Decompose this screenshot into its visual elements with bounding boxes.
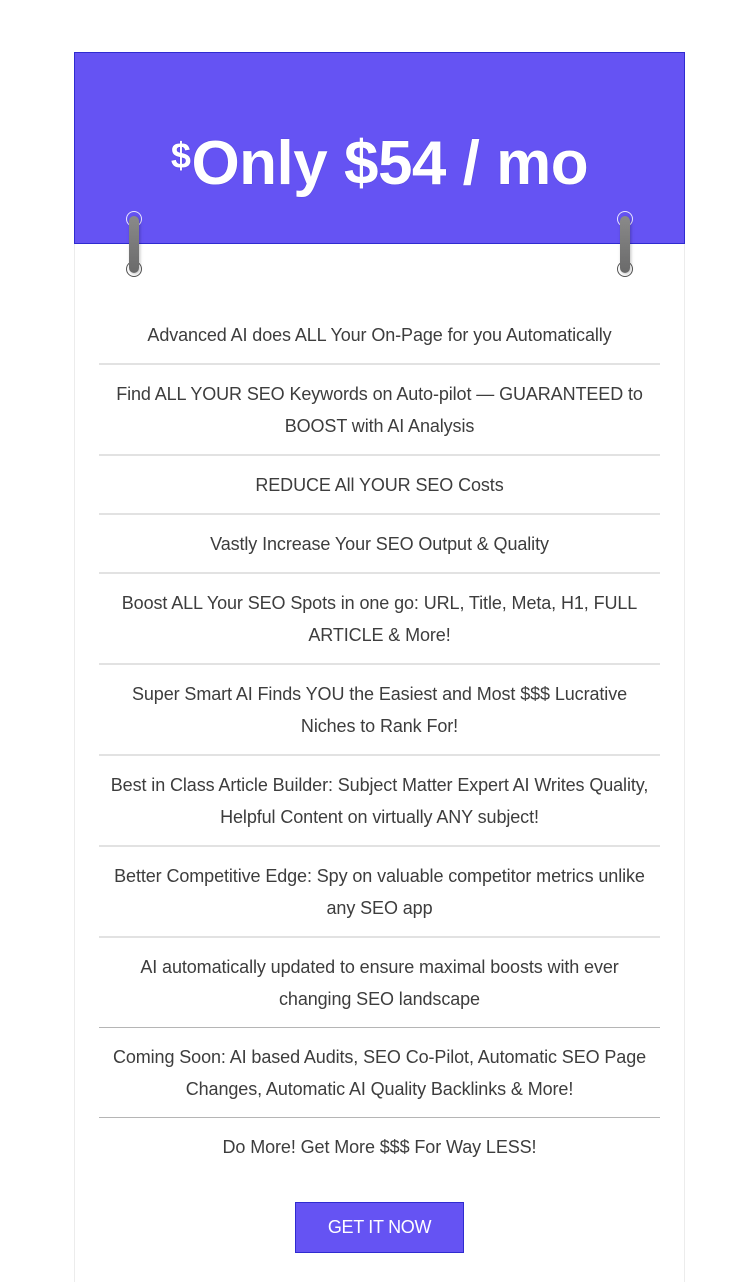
feature-list	[99, 306, 660, 1175]
feature-item: Super Smart AI Finds YOU the Easiest and Most $$$ Lucrative Niches to Rank For!	[99, 665, 660, 756]
get-it-now-button[interactable]: GET IT NOW	[295, 1202, 464, 1253]
pricing-header	[74, 52, 685, 244]
hanger-right-icon	[615, 211, 639, 283]
currency-symbol: $	[170, 135, 191, 176]
feature-item: Better Competitive Edge: Spy on valuable competitor metrics unlike any SEO app	[99, 847, 660, 938]
feature-item: Best in Class Article Builder: Subject Matter Expert AI Writes Quality, Helpful Content on virtually ANY subject!	[99, 756, 660, 847]
feature-item: Coming Soon: AI based Audits, SEO Co-Pilot, Automatic SEO Page Changes, Automatic AI Quality Backlinks & More!	[99, 1028, 660, 1118]
feature-item: Vastly Increase Your SEO Output & Quality	[99, 515, 660, 574]
hanger-bar-icon	[620, 216, 630, 273]
hanger-left-icon	[124, 211, 148, 283]
feature-item: REDUCE All YOUR SEO Costs	[99, 456, 660, 515]
price-text: Only $54 / mo	[191, 129, 589, 198]
feature-item: Advanced AI does ALL Your On-Page for you Automatically	[99, 306, 660, 365]
feature-item: Find ALL YOUR SEO Keywords on Auto-pilot — GUARANTEED to BOOST with AI Analysis	[99, 365, 660, 456]
feature-item: Do More! Get More $$$ For Way LESS!	[222, 1137, 537, 1157]
feature-item: Boost ALL Your SEO Spots in one go: URL, Title, Meta, H1, FULL ARTICLE & More!	[99, 574, 660, 665]
hanger-bar-icon	[129, 216, 139, 273]
price-headline	[75, 129, 684, 199]
feature-item: AI automatically updated to ensure maximal boosts with ever changing SEO landscape	[99, 938, 660, 1028]
